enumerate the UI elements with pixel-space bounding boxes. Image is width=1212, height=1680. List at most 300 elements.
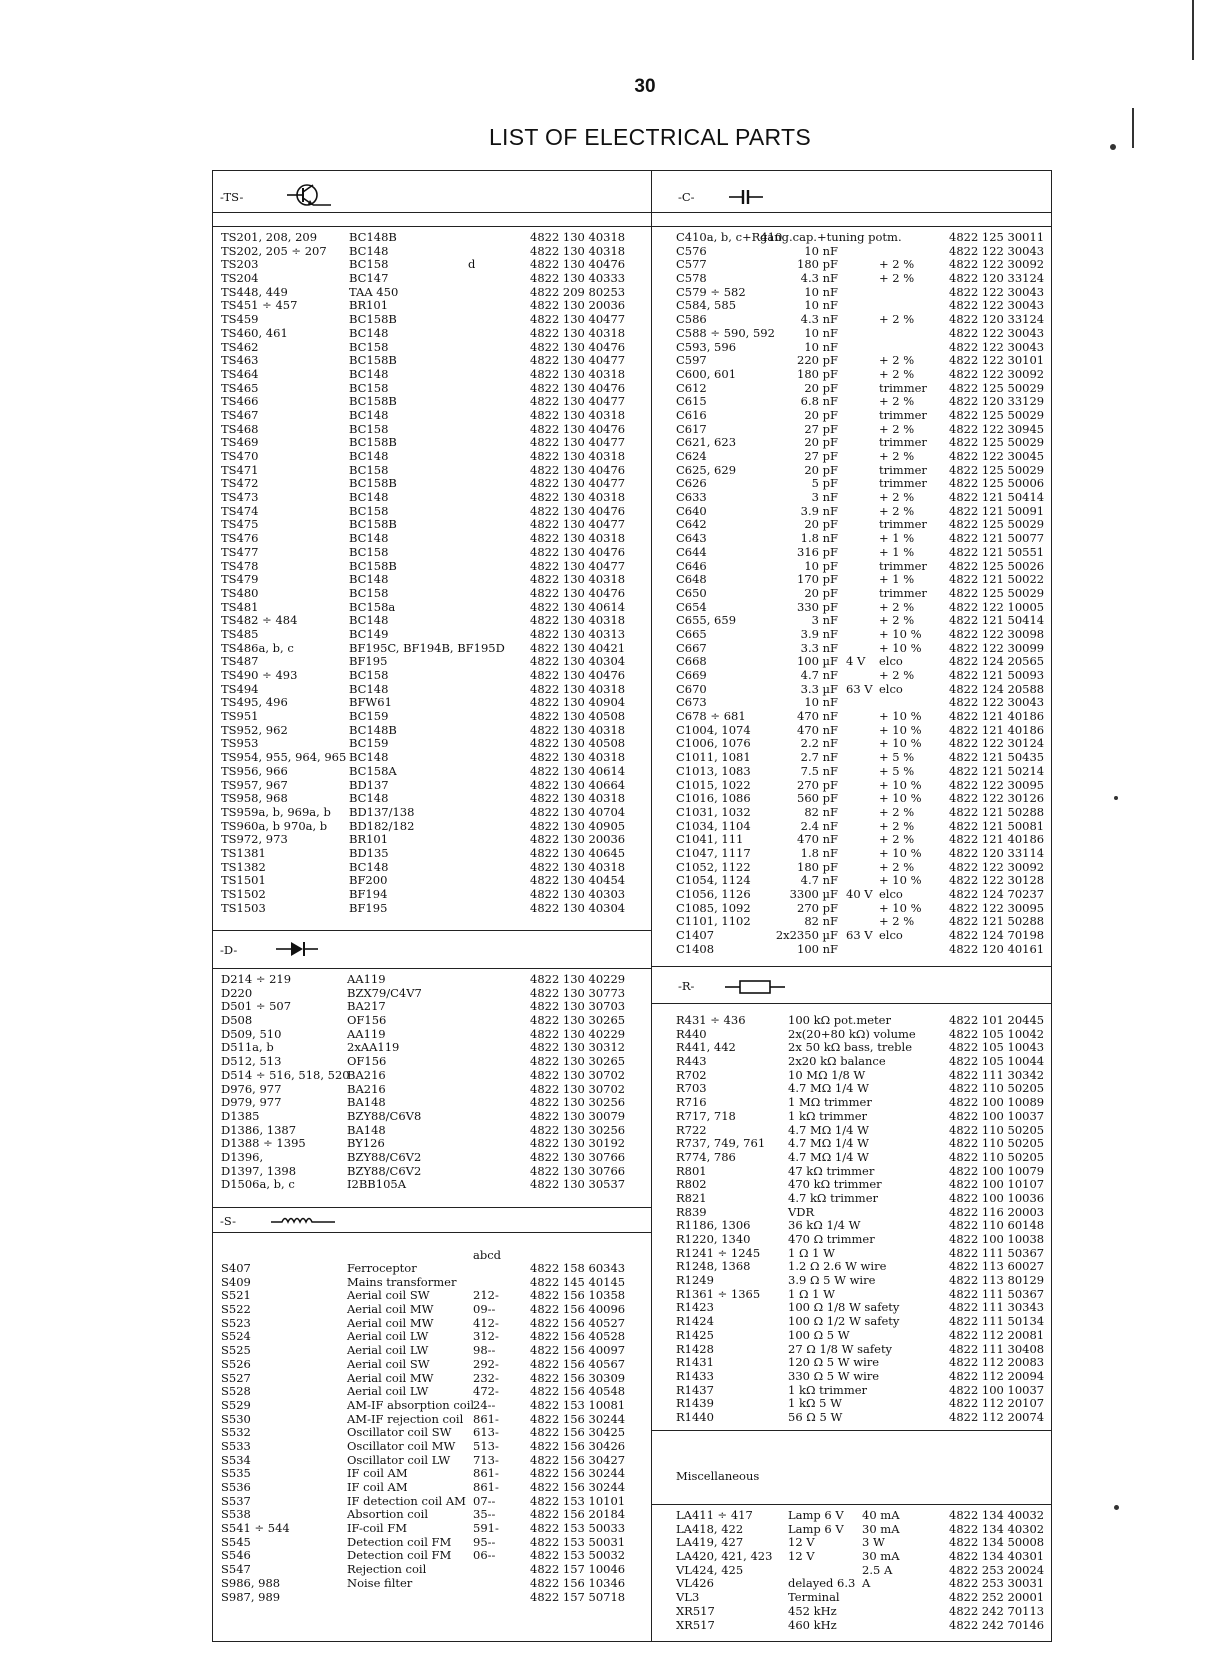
ts-table-row — [221, 245, 646, 259]
s-table-row — [221, 1413, 646, 1427]
ts-table-row — [221, 286, 646, 300]
r-part-ref: R1440 — [676, 1409, 714, 1424]
ts-table-row — [221, 806, 646, 820]
ts-table-row — [221, 231, 646, 245]
s-abcd-code: 24-- — [473, 1397, 496, 1412]
ts-part-ref: TS465 — [221, 380, 259, 395]
ts-table-row — [221, 861, 646, 875]
c-table-row — [676, 368, 1048, 382]
r-table-row — [676, 1014, 1048, 1028]
r-code: 4822 100 10107 — [949, 1177, 1045, 1192]
misc-part-ref: VL426 — [676, 1576, 714, 1591]
r-code: 4822 110 50205 — [949, 1149, 1045, 1164]
c-value: 270 pF — [797, 777, 838, 792]
c-code: 4822 122 30092 — [949, 257, 1045, 272]
s-code: 4822 156 30309 — [530, 1370, 626, 1385]
ts-part-ref: TS1503 — [221, 900, 266, 915]
ts-type: BC148 — [349, 366, 389, 381]
c-code: 4822 121 50077 — [949, 531, 1045, 546]
ts-type: BC158 — [349, 503, 389, 518]
r-code: 4822 100 10037 — [949, 1382, 1045, 1397]
ts-type: BC158 — [349, 585, 389, 600]
ts-part-ref: TS477 — [221, 544, 259, 559]
d-type: AA119 — [347, 972, 386, 986]
ts-code: 4822 130 40905 — [530, 818, 626, 833]
ts-type: BC158 — [349, 421, 389, 436]
ts-type: BF195 — [349, 654, 388, 669]
ts-type: BC158B — [349, 312, 397, 327]
c-tolerance: + 5 % — [879, 750, 915, 765]
d-part-ref: D509, 510 — [221, 1026, 282, 1041]
c-part-ref: C648 — [676, 572, 707, 587]
ts-type: BF195C, BF194B, BF195D — [349, 640, 505, 655]
d-table-row — [221, 1110, 646, 1124]
r-part-ref: R1433 — [676, 1368, 714, 1383]
c-part-ref: C1054, 1124 — [676, 873, 751, 888]
s-description: Aerial coil LW — [347, 1343, 429, 1358]
ts-type: BF195 — [349, 900, 388, 915]
c-tolerance: trimmer — [879, 585, 927, 600]
s-code: 4822 156 30427 — [530, 1452, 626, 1467]
s-abcd-code: 513- — [473, 1438, 499, 1453]
r-code: 4822 111 50134 — [949, 1314, 1045, 1329]
misc-code: 4822 134 40032 — [949, 1508, 1045, 1522]
ts-part-ref: TS1502 — [221, 887, 266, 901]
c-table-row — [676, 888, 1048, 902]
c-table-row — [676, 806, 1048, 820]
c-value: 20 pF — [804, 462, 838, 477]
r-part-ref: R1241 ÷ 1245 — [676, 1245, 761, 1260]
c-value: 3.3 nF — [800, 640, 838, 655]
ts-table-row — [221, 792, 646, 806]
c-voltage: 63 V — [846, 681, 873, 696]
c-table-row — [676, 874, 1048, 888]
d-part-ref: D979, 977 — [221, 1095, 282, 1110]
c-part-ref: C1041, 111 — [676, 832, 744, 847]
ts-type: BC148 — [349, 531, 389, 546]
d-code: 4822 130 30773 — [530, 985, 626, 1000]
d-table-row — [221, 1055, 646, 1069]
ts-part-ref: TS494 — [221, 681, 259, 696]
r-table-row — [676, 1384, 1048, 1398]
r-code: 4822 100 10038 — [949, 1232, 1045, 1246]
c-value: 4.7 nF — [800, 873, 838, 888]
s-table-row — [221, 1317, 646, 1331]
rule — [651, 212, 1052, 213]
d-part-ref: D1386, 1387 — [221, 1122, 297, 1137]
ts-type: BC158 — [349, 668, 389, 682]
c-table-row — [676, 532, 1048, 546]
r-value: 100 kΩ pot.meter — [788, 1013, 891, 1027]
r-table-row — [676, 1329, 1048, 1343]
c-code: 4822 125 50029 — [949, 517, 1045, 532]
ts-part-ref: TS475 — [221, 517, 259, 532]
misc-spec: 12 V — [788, 1549, 815, 1564]
d-table-row — [221, 1096, 646, 1110]
c-table-row — [676, 382, 1048, 396]
c-part-ref: C593, 596 — [676, 339, 737, 354]
c-value: 2.2 nF — [800, 736, 838, 751]
c-code: 4822 122 30092 — [949, 859, 1045, 874]
s-abcd-heading: abcd — [473, 1248, 502, 1262]
d-code: 4822 130 30702 — [530, 1081, 626, 1096]
c-code: 4822 121 50081 — [949, 818, 1045, 833]
c-tolerance: trimmer — [879, 558, 927, 573]
d-type: BA216 — [347, 1081, 386, 1096]
c-tolerance: + 10 % — [879, 722, 922, 737]
c-tolerance: elco — [879, 887, 903, 901]
r-part-ref: R1186, 1306 — [676, 1218, 751, 1233]
rule — [212, 968, 651, 969]
ts-code: 4822 130 40476 — [530, 544, 626, 559]
c-table-row — [676, 820, 1048, 834]
d-table-row — [221, 973, 646, 987]
d-table-row — [221, 1137, 646, 1151]
c-value: 10 nF — [804, 284, 838, 299]
c-table-row — [676, 313, 1048, 327]
s-part-ref: S545 — [221, 1534, 251, 1549]
ts-table-row — [221, 710, 646, 724]
misc-table-row — [676, 1523, 1048, 1537]
r-code: 4822 100 10079 — [949, 1163, 1045, 1178]
ts-type: BC158A — [349, 763, 397, 778]
c-code: 4822 121 50214 — [949, 763, 1045, 778]
c-tolerance: + 2 % — [879, 832, 915, 847]
d-type: BZY88/C6V8 — [347, 1108, 422, 1123]
ts-type: TAA 450 — [349, 284, 399, 299]
c-value: 2.4 nF — [800, 818, 838, 833]
s-abcd-code: 861- — [473, 1411, 499, 1426]
c-value: 180 pF — [797, 366, 838, 381]
r-value: 1 kΩ trimmer — [788, 1108, 868, 1123]
c-tolerance: + 2 % — [879, 257, 915, 272]
c-tolerance: elco — [879, 654, 903, 669]
s-description: IF-coil FM — [347, 1521, 408, 1536]
ts-rows — [221, 231, 646, 915]
r-part-ref: R717, 718 — [676, 1108, 736, 1123]
r-part-ref: R1361 ÷ 1365 — [676, 1286, 761, 1301]
c-part-ref: C1034, 1104 — [676, 818, 751, 833]
ts-type: BC148B — [349, 722, 397, 737]
ts-code: 4822 130 40318 — [530, 750, 626, 765]
ts-part-ref: TS958, 968 — [221, 791, 288, 806]
ts-table-row — [221, 299, 646, 313]
d-type: BA216 — [347, 1067, 386, 1082]
c-value: 270 pF — [797, 900, 838, 915]
ts-code: 4822 130 40304 — [530, 654, 626, 669]
misc-table-row — [676, 1536, 1048, 1550]
s-description: Noise filter — [347, 1575, 413, 1590]
ts-part-ref: TS951 — [221, 709, 259, 724]
s-description: Rejection coil — [347, 1562, 427, 1577]
r-value: VDR — [788, 1204, 815, 1219]
r-code: 4822 105 10044 — [949, 1054, 1045, 1069]
s-code: 4822 156 10346 — [530, 1575, 626, 1590]
c-part-ref: C654 — [676, 599, 707, 614]
ts-note: d — [468, 257, 476, 272]
r-table-row — [676, 1151, 1048, 1165]
ts-type: BC158B — [349, 353, 397, 368]
c-part-ref: C1013, 1083 — [676, 763, 751, 778]
c-value: 6.8 nF — [800, 394, 838, 409]
s-description: Aerial coil MW — [347, 1370, 434, 1385]
ts-table-row — [221, 751, 646, 765]
ts-type: BC148 — [349, 490, 389, 505]
s-abcd-code: 212- — [473, 1288, 499, 1303]
c-table-row — [676, 601, 1048, 615]
r-rows — [676, 1014, 1048, 1425]
c-value: 100 nF — [797, 941, 838, 956]
c-code: 4822 125 50026 — [949, 558, 1045, 573]
s-table-row — [221, 1522, 646, 1536]
r-table-row — [676, 1192, 1048, 1206]
s-description: Aerial coil MW — [347, 1302, 434, 1317]
s-abcd-code: 613- — [473, 1425, 499, 1440]
c-value: 3.9 nF — [800, 626, 838, 641]
d-table-row — [221, 1028, 646, 1042]
c-code: 4822 121 50435 — [949, 750, 1045, 765]
ts-part-ref: TS203 — [221, 257, 259, 272]
c-tolerance: + 10 % — [879, 873, 922, 888]
r-code: 4822 110 50205 — [949, 1122, 1045, 1137]
c-tolerance: + 10 % — [879, 900, 922, 915]
d-section-label: -D- — [220, 943, 238, 957]
misc-part-ref: LA419, 427 — [676, 1535, 744, 1550]
r-part-ref: R802 — [676, 1177, 707, 1192]
c-value: 180 pF — [797, 257, 838, 272]
r-value: 2x(20+80 kΩ) volume — [788, 1026, 916, 1041]
c-table-row — [676, 929, 1048, 943]
c-code: 4822 121 40186 — [949, 832, 1045, 847]
s-description: IF detection coil AM — [347, 1493, 466, 1508]
c-part-ref: C1031, 1032 — [676, 804, 751, 819]
s-code: 4822 156 30244 — [530, 1480, 626, 1494]
ts-code: 4822 130 20036 — [530, 298, 626, 313]
misc-rating: 3 W — [862, 1535, 885, 1550]
c-table-row — [676, 231, 1048, 245]
ts-part-ref: TS469 — [221, 435, 259, 450]
r-code: 4822 112 20074 — [949, 1409, 1045, 1424]
s-description: Aerial coil MW — [347, 1315, 434, 1330]
ts-part-ref: TS476 — [221, 531, 259, 546]
c-code: 4822 122 30043 — [949, 695, 1045, 710]
r-value: 100 Ω 1/8 W safety — [788, 1300, 900, 1315]
d-part-ref: D214 ÷ 219 — [221, 972, 292, 986]
c-table-row — [676, 546, 1048, 560]
d-code: 4822 130 30766 — [530, 1163, 626, 1178]
ts-part-ref: TS490 ÷ 493 — [221, 668, 298, 682]
s-part-ref: S407 — [221, 1261, 251, 1275]
ts-table-row — [221, 724, 646, 738]
d-part-ref: D514 ÷ 516, 518, 520 — [221, 1067, 350, 1082]
s-part-ref: S530 — [221, 1411, 251, 1426]
c-part-ref: C586 — [676, 312, 707, 327]
c-tolerance: + 1 % — [879, 544, 915, 559]
c-tolerance: + 2 % — [879, 859, 915, 874]
rule — [212, 226, 651, 227]
ts-part-ref: TS481 — [221, 599, 259, 614]
ts-part-ref: TS482 ÷ 484 — [221, 613, 298, 628]
ts-code: 4822 130 40477 — [530, 435, 626, 450]
c-code: 4822 124 70237 — [949, 887, 1045, 901]
r-code: 4822 111 50367 — [949, 1245, 1045, 1260]
misc-part-ref: XR517 — [676, 1617, 715, 1632]
r-value: 1.2 Ω 2.6 W wire — [788, 1259, 887, 1274]
misc-table-row — [676, 1550, 1048, 1564]
misc-part-ref: LA411 ÷ 417 — [676, 1508, 753, 1522]
r-value: 4.7 kΩ trimmer — [788, 1190, 879, 1205]
rule — [651, 1430, 1052, 1431]
r-code: 4822 112 20107 — [949, 1396, 1045, 1411]
ts-code: 4822 209 80253 — [530, 284, 626, 299]
s-code: 4822 156 40567 — [530, 1356, 626, 1371]
s-part-ref: S987, 989 — [221, 1589, 281, 1604]
misc-part-ref: XR517 — [676, 1603, 715, 1618]
c-code: 4822 122 30099 — [949, 640, 1045, 655]
c-table-row — [676, 560, 1048, 574]
c-tolerance: + 2 % — [879, 394, 915, 409]
c-table-row — [676, 655, 1048, 669]
s-part-ref: S521 — [221, 1288, 251, 1303]
ts-table-row — [221, 820, 646, 834]
s-abcd-code: 861- — [473, 1466, 499, 1481]
c-code: 4822 122 30945 — [949, 421, 1045, 436]
r-part-ref: R703 — [676, 1081, 707, 1096]
d-type: BY126 — [347, 1136, 385, 1151]
misc-code: 4822 252 20001 — [949, 1590, 1045, 1605]
r-table-row — [676, 1028, 1048, 1042]
r-code: 4822 100 10036 — [949, 1190, 1045, 1205]
s-code: 4822 156 30426 — [530, 1438, 626, 1453]
r-value: 100 Ω 1/2 W safety — [788, 1314, 900, 1329]
r-value: 36 kΩ 1/4 W — [788, 1218, 861, 1233]
ts-type: BC158B — [349, 435, 397, 450]
ts-table-row — [221, 436, 646, 450]
c-table-row — [676, 409, 1048, 423]
c-value: 10 nF — [804, 298, 838, 313]
c-tolerance: + 5 % — [879, 763, 915, 778]
c-code: 4822 122 30101 — [949, 353, 1045, 368]
d-table-row — [221, 1165, 646, 1179]
c-part-ref: C1004, 1074 — [676, 722, 751, 737]
c-tolerance: + 2 % — [879, 599, 915, 614]
transistor-symbol-icon — [283, 180, 333, 210]
c-part-ref: C576 — [676, 243, 707, 258]
c-code: 4822 125 30011 — [949, 230, 1045, 244]
c-value: 20 pF — [804, 435, 838, 450]
d-code: 4822 130 30256 — [530, 1122, 626, 1137]
c-part-ref: C633 — [676, 490, 707, 505]
rule — [651, 966, 1052, 967]
coil-symbol-icon — [270, 1212, 336, 1228]
c-table-row — [676, 669, 1048, 683]
c-code: 4822 120 33114 — [949, 845, 1045, 860]
ts-code: 4822 130 20036 — [530, 832, 626, 847]
ts-section-label: -TS- — [220, 190, 244, 204]
misc-section-label: Miscellaneous — [676, 1469, 760, 1483]
d-part-ref: D1388 ÷ 1395 — [221, 1136, 306, 1151]
s-part-ref: S535 — [221, 1466, 251, 1481]
rule — [212, 212, 651, 213]
s-code: 4822 156 10358 — [530, 1288, 626, 1303]
d-type: BA148 — [347, 1095, 386, 1110]
c-code: 4822 124 70198 — [949, 928, 1045, 943]
ts-table-row — [221, 833, 646, 847]
d-code: 4822 130 30537 — [530, 1177, 626, 1192]
ts-type: BFW61 — [349, 695, 392, 710]
ts-type: BC159 — [349, 736, 389, 751]
d-part-ref: D220 — [221, 985, 253, 1000]
ts-table-row — [221, 560, 646, 574]
scan-dot-mark — [1114, 1505, 1119, 1510]
c-code: 4822 121 50093 — [949, 668, 1045, 682]
ts-type: BC158 — [349, 257, 389, 272]
misc-spec: Lamp 6 V — [788, 1521, 844, 1536]
page-number: 30 — [634, 76, 656, 97]
c-tolerance: + 2 % — [879, 914, 915, 929]
misc-table-row — [676, 1577, 1048, 1591]
c-code: 4822 121 50022 — [949, 572, 1045, 587]
c-code: 4822 122 30095 — [949, 777, 1045, 792]
ts-table-row — [221, 614, 646, 628]
r-table-row — [676, 1178, 1048, 1192]
ts-table-row — [221, 628, 646, 642]
ts-code: 4822 130 40318 — [530, 490, 626, 505]
ts-type: BC148 — [349, 613, 389, 628]
r-value: 10 MΩ 1/8 W — [788, 1067, 866, 1082]
misc-part-ref: LA418, 422 — [676, 1521, 744, 1536]
scan-dot-mark — [1110, 144, 1116, 150]
r-part-ref: R716 — [676, 1095, 707, 1110]
ts-table-row — [221, 532, 646, 546]
ts-type: BC158 — [349, 462, 389, 477]
s-code: 4822 156 30244 — [530, 1466, 626, 1481]
s-abcd-code: 312- — [473, 1329, 499, 1344]
ts-code: 4822 130 40477 — [530, 517, 626, 532]
resistor-symbol-icon — [724, 978, 786, 996]
misc-rows — [676, 1509, 1048, 1632]
r-table-row — [676, 1082, 1048, 1096]
r-value: 4.7 MΩ 1/4 W — [788, 1149, 869, 1164]
ts-table-row — [221, 313, 646, 327]
ts-part-ref: TS462 — [221, 339, 259, 354]
misc-spec: Terminal — [788, 1590, 840, 1605]
d-code: 4822 130 30702 — [530, 1067, 626, 1082]
ts-code: 4822 130 40476 — [530, 585, 626, 600]
ts-code: 4822 130 40318 — [530, 230, 626, 244]
c-code: 4822 122 30126 — [949, 791, 1045, 806]
c-part-ref: C1047, 1117 — [676, 845, 751, 860]
rule — [651, 1003, 1052, 1004]
c-part-ref: C588 ÷ 590, 592 — [676, 325, 775, 340]
c-table-row — [676, 724, 1048, 738]
s-table-row — [221, 1303, 646, 1317]
d-code: 4822 130 30265 — [530, 1054, 626, 1069]
c-part-ref: C665 — [676, 626, 707, 641]
ts-part-ref: TS464 — [221, 366, 259, 381]
ts-type: BC148 — [349, 407, 389, 422]
s-description: AM-IF rejection coil — [347, 1411, 464, 1426]
r-code: 4822 101 20445 — [949, 1013, 1045, 1027]
ts-code: 4822 130 40318 — [530, 243, 626, 258]
ts-code: 4822 130 40476 — [530, 503, 626, 518]
c-tolerance: + 2 % — [879, 366, 915, 381]
r-code: 4822 112 20081 — [949, 1327, 1045, 1342]
c-value: 27 pF — [804, 449, 838, 463]
c-code: 4822 122 10005 — [949, 599, 1045, 614]
d-part-ref: D976, 977 — [221, 1081, 282, 1096]
c-code: 4822 122 30128 — [949, 873, 1045, 888]
